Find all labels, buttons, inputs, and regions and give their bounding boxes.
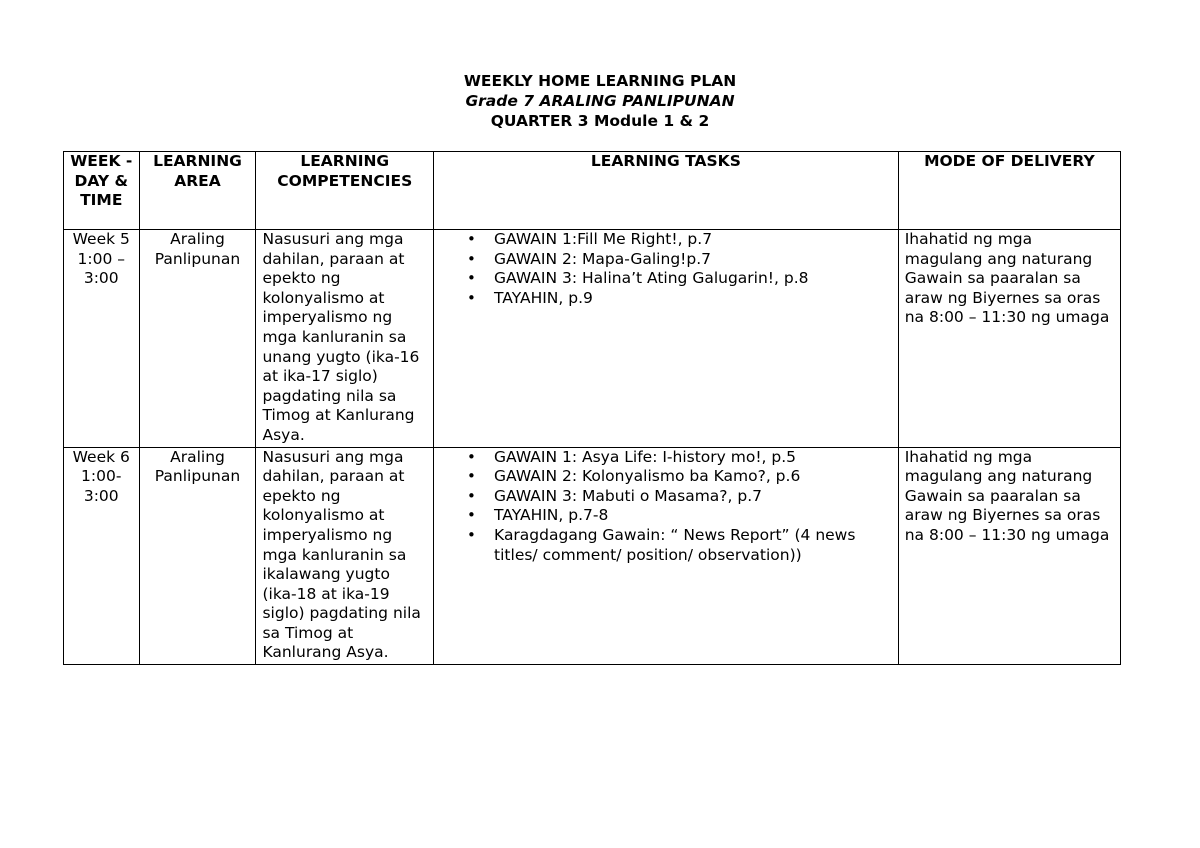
learning-area-cell: Araling Panlipunan — [139, 447, 256, 665]
document-title: WEEKLY HOME LEARNING PLAN — [463, 72, 737, 90]
list-item: • GAWAIN 3: Halina’t Ating Galugarin!, p.8 — [494, 269, 892, 289]
mode-of-delivery-cell: Ihahatid ng mga magulang ang naturang Gawain sa paaralan sa araw ng Biyernes sa oras na 8:00 – 11:30 ng umaga — [898, 230, 1120, 448]
mode-of-delivery-cell: Ihahatid ng mga magulang ang naturang Gawain sa paaralan sa araw ng Biyernes sa oras na 8:00 – 11:30 ng umaga — [898, 447, 1120, 665]
week-label: Week 5 — [72, 230, 130, 248]
document-quarter: QUARTER 3 Module 1 & 2 — [490, 112, 710, 130]
list-item: • GAWAIN 2: Kolonyalismo ba Kamo?, p.6 — [494, 467, 892, 487]
list-item: • GAWAIN 1:Fill Me Right!, p.7 — [494, 230, 892, 250]
list-item: • TAYAHIN, p.7-8 — [494, 506, 892, 526]
header-learning-tasks: LEARNING TASKS — [434, 152, 899, 230]
table-row — [64, 447, 1121, 665]
table-row — [64, 230, 1121, 448]
list-item: • Karagdagang Gawain: “ News Report” (4 news titles/ comment/ position/ observation)) — [494, 526, 892, 565]
document-header — [0, 71, 1200, 131]
week-cell — [64, 230, 140, 448]
header-week: WEEK - DAY & TIME — [64, 152, 140, 230]
tasks-cell — [434, 230, 899, 448]
learning-plan-table — [63, 151, 1121, 665]
table-header-row — [64, 152, 1121, 230]
list-item: • GAWAIN 1: Asya Life: I-history mo!, p.5 — [494, 448, 892, 468]
task-list — [440, 230, 892, 308]
tasks-cell — [434, 447, 899, 665]
task-list — [440, 448, 892, 566]
list-item: • GAWAIN 3: Mabuti o Masama?, p.7 — [494, 487, 892, 507]
week-label: Week 6 — [72, 447, 130, 466]
time-label: 1:00 – 3:00 — [77, 249, 125, 288]
competency-cell: Nasusuri ang mga dahilan, paraan at epekto ng kolonyalismo at imperyalismo ng mga kanluranin sa ikalawang yugto (ika-18 at ika-19 siglo) pagdating nila sa Timog at Kanlurang Asya. — [256, 447, 434, 665]
header-learning-competencies: LEARNING COMPETENCIES — [256, 152, 434, 230]
header-learning-area: LEARNING AREA — [139, 152, 256, 230]
competency-cell: Nasusuri ang mga dahilan, paraan at epekto ng kolonyalismo at imperyalismo ng mga kanluranin sa unang yugto (ika-16 at ika-17 siglo) pagdating nila sa Timog at Kanlurang Asya. — [256, 230, 434, 448]
time-label: 1:00-3:00 — [81, 467, 122, 505]
list-item: • GAWAIN 2: Mapa-Galing!p.7 — [494, 250, 892, 270]
learning-area-cell: Araling Panlipunan — [139, 230, 256, 448]
week-cell — [64, 447, 140, 665]
list-item: • TAYAHIN, p.9 — [494, 289, 892, 309]
header-mode-of-delivery: MODE OF DELIVERY — [898, 152, 1120, 230]
document-subtitle: Grade 7 ARALING PANLIPUNAN — [465, 92, 735, 110]
